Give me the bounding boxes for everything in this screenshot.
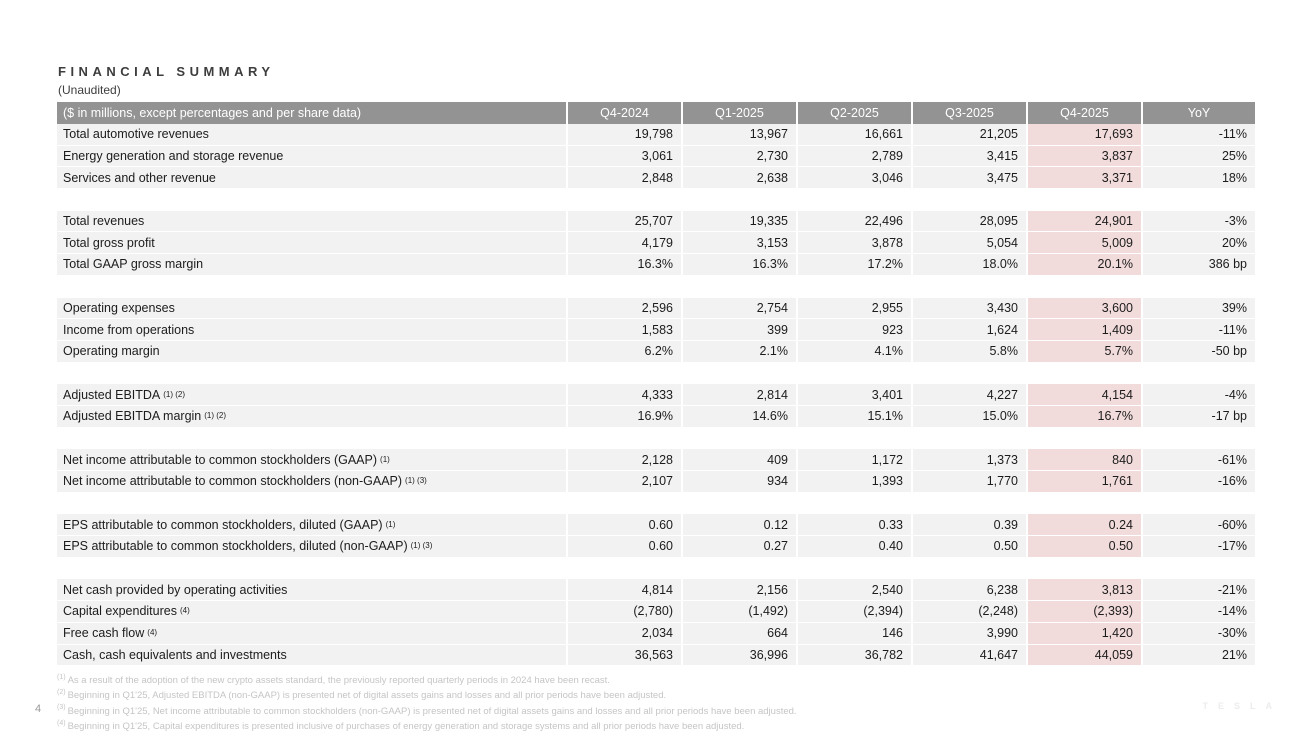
value-cell: 3,046 [796,167,911,189]
footnote-marker: (1) [57,673,66,681]
footnote-text: Beginning in Q1'25, Adjusted EBITDA (non-GAAP) is presented net of digital assets gains and losses and all prior periods have been adjusted. [67,690,667,702]
value-cell: 21,205 [911,124,1026,146]
value-cell: 1,172 [796,449,911,471]
row-label: EPS attributable to common stockholders, diluted (non-GAAP) (1) (3) [57,536,566,558]
yoy-cell: 386 bp [1141,254,1255,276]
row-label: Adjusted EBITDA margin (1) (2) [57,406,566,428]
yoy-cell: -16% [1141,471,1255,493]
value-cell: 0.50 [911,536,1026,558]
value-cell: 2,128 [566,449,681,471]
value-cell: 3,600 [1026,298,1141,320]
value-cell: 3,990 [911,623,1026,645]
table-row [57,645,1255,667]
table-row [57,623,1255,645]
financial-table [57,102,1255,666]
value-cell: 22,496 [796,211,911,233]
value-cell: 934 [681,471,796,493]
column-header-yoy: YoY [1141,102,1255,124]
value-cell: 146 [796,623,911,645]
value-cell: 1,409 [1026,319,1141,341]
value-cell: 18.0% [911,254,1026,276]
value-cell: 1,624 [911,319,1026,341]
row-label: Operating expenses [57,298,566,320]
footnote-marker: (3) [57,704,66,712]
value-cell: 24,901 [1026,211,1141,233]
value-cell: 409 [681,449,796,471]
row-label: Net income attributable to common stockholders (GAAP) (1) [57,449,566,471]
value-cell: 20.1% [1026,254,1141,276]
table-row [57,319,1255,341]
value-cell: 3,878 [796,232,911,254]
group-spacer [57,493,1255,515]
footnote-2 [57,688,1157,703]
group-spacer [57,276,1255,298]
value-cell: 16.3% [566,254,681,276]
value-cell: 1,420 [1026,623,1141,645]
value-cell: 19,335 [681,211,796,233]
value-cell: 3,813 [1026,579,1141,601]
row-label: Total automotive revenues [57,124,566,146]
value-cell: (2,248) [911,601,1026,623]
value-cell: 16.7% [1026,406,1141,428]
value-cell: 0.24 [1026,514,1141,536]
value-cell: 923 [796,319,911,341]
value-cell: 36,782 [796,645,911,667]
value-cell: 3,430 [911,298,1026,320]
group-spacer [57,189,1255,211]
value-cell: 4.1% [796,341,911,363]
yoy-cell: -60% [1141,514,1255,536]
yoy-cell: 18% [1141,167,1255,189]
value-cell: 1,393 [796,471,911,493]
value-cell: 3,415 [911,146,1026,168]
value-cell: 16.3% [681,254,796,276]
value-cell: (2,780) [566,601,681,623]
column-header-q4-2024: Q4-2024 [566,102,681,124]
value-cell: 17,693 [1026,124,1141,146]
page-title: FINANCIAL SUMMARY [58,64,275,79]
value-cell: 4,814 [566,579,681,601]
value-cell: 25,707 [566,211,681,233]
value-cell: 3,061 [566,146,681,168]
footnote-text: As a result of the adoption of the new crypto assets standard, the previously reported quarterly periods in 2024 have been recast. [67,675,610,686]
footnotes [57,673,1157,734]
value-cell: 0.50 [1026,536,1141,558]
value-cell: 2,955 [796,298,911,320]
value-cell: 14.6% [681,406,796,428]
value-cell: 1,761 [1026,471,1141,493]
column-header-q4-2025: Q4-2025 [1026,102,1141,124]
yoy-cell: -17 bp [1141,406,1255,428]
value-cell: 0.33 [796,514,911,536]
row-label: Net cash provided by operating activities [57,579,566,601]
value-cell: (1,492) [681,601,796,623]
yoy-cell: 25% [1141,146,1255,168]
yoy-cell: -14% [1141,601,1255,623]
row-label: Operating margin [57,341,566,363]
row-label: Free cash flow (4) [57,623,566,645]
value-cell: 15.1% [796,406,911,428]
yoy-cell: -61% [1141,449,1255,471]
value-cell: 2,848 [566,167,681,189]
value-cell: 2,596 [566,298,681,320]
value-cell: 6,238 [911,579,1026,601]
yoy-cell: 39% [1141,298,1255,320]
yoy-cell: -3% [1141,211,1255,233]
column-header-q2-2025: Q2-2025 [796,102,911,124]
table-row [57,124,1255,146]
table-row [57,601,1255,623]
value-cell: 1,770 [911,471,1026,493]
row-label: Energy generation and storage revenue [57,146,566,168]
value-cell: 0.60 [566,514,681,536]
table-row [57,254,1255,276]
value-cell: 2,814 [681,384,796,406]
value-cell: 19,798 [566,124,681,146]
table-row [57,211,1255,233]
value-cell: 4,333 [566,384,681,406]
yoy-cell: -4% [1141,384,1255,406]
value-cell: (2,393) [1026,601,1141,623]
row-label: Capital expenditures (4) [57,601,566,623]
group-spacer [57,428,1255,450]
table-row [57,449,1255,471]
value-cell: 0.60 [566,536,681,558]
value-cell: 13,967 [681,124,796,146]
row-label: Total gross profit [57,232,566,254]
value-cell: 0.40 [796,536,911,558]
footnote-3 [57,704,1157,719]
yoy-cell: -30% [1141,623,1255,645]
value-cell: 5,009 [1026,232,1141,254]
yoy-cell: -50 bp [1141,341,1255,363]
table-row [57,536,1255,558]
value-cell: 5.7% [1026,341,1141,363]
yoy-cell: 20% [1141,232,1255,254]
table-row [57,384,1255,406]
group-spacer [57,363,1255,385]
row-label: Income from operations [57,319,566,341]
value-cell: 1,373 [911,449,1026,471]
yoy-cell: 21% [1141,645,1255,667]
table-row [57,579,1255,601]
value-cell: 17.2% [796,254,911,276]
row-label: Total GAAP gross margin [57,254,566,276]
value-cell: 4,227 [911,384,1026,406]
yoy-cell: -21% [1141,579,1255,601]
value-cell: 3,153 [681,232,796,254]
table-row [57,298,1255,320]
value-cell: 36,563 [566,645,681,667]
value-cell: 3,371 [1026,167,1141,189]
footnote-marker: (4) [57,719,66,727]
value-cell: 1,583 [566,319,681,341]
table-row [57,146,1255,168]
value-cell: 2,789 [796,146,911,168]
table-header-label: ($ in millions, except percentages and per share data) [57,102,566,124]
value-cell: 41,647 [911,645,1026,667]
value-cell: 15.0% [911,406,1026,428]
value-cell: 2,156 [681,579,796,601]
row-label: Cash, cash equivalents and investments [57,645,566,667]
column-header-q1-2025: Q1-2025 [681,102,796,124]
row-label: Net income attributable to common stockholders (non-GAAP) (1) (3) [57,471,566,493]
yoy-cell: -17% [1141,536,1255,558]
value-cell: 28,095 [911,211,1026,233]
footnote-text: Beginning in Q1'25, Capital expenditures is presented inclusive of purchases of energy generation and storage systems and all prior periods have been adjusted. [67,720,745,732]
yoy-cell: -11% [1141,319,1255,341]
value-cell: 5,054 [911,232,1026,254]
row-label: EPS attributable to common stockholders, diluted (GAAP) (1) [57,514,566,536]
value-cell: 2,638 [681,167,796,189]
page-subtitle: (Unaudited) [58,83,121,97]
row-label: Total revenues [57,211,566,233]
table-row [57,167,1255,189]
value-cell: 664 [681,623,796,645]
value-cell: 0.39 [911,514,1026,536]
value-cell: 399 [681,319,796,341]
value-cell: 0.27 [681,536,796,558]
value-cell: 16.9% [566,406,681,428]
tesla-wordmark: TESLA [1202,701,1282,711]
footnote-4 [57,719,1157,734]
table-row [57,514,1255,536]
group-spacer [57,558,1255,580]
value-cell: 2,730 [681,146,796,168]
footnote-1 [57,673,1157,688]
value-cell: 6.2% [566,341,681,363]
value-cell: 2,034 [566,623,681,645]
value-cell: 3,837 [1026,146,1141,168]
value-cell: 0.12 [681,514,796,536]
page-number: 4 [35,703,42,715]
value-cell: 2,540 [796,579,911,601]
value-cell: 4,154 [1026,384,1141,406]
row-label: Adjusted EBITDA (1) (2) [57,384,566,406]
table-row [57,471,1255,493]
value-cell: 2,754 [681,298,796,320]
value-cell: 2.1% [681,341,796,363]
financial-table-body [57,124,1255,666]
value-cell: 3,401 [796,384,911,406]
table-row [57,232,1255,254]
value-cell: 3,475 [911,167,1026,189]
value-cell: 840 [1026,449,1141,471]
value-cell: 36,996 [681,645,796,667]
table-header-row [57,102,1255,124]
value-cell: (2,394) [796,601,911,623]
column-header-q3-2025: Q3-2025 [911,102,1026,124]
table-row [57,406,1255,428]
yoy-cell: -11% [1141,124,1255,146]
value-cell: 2,107 [566,471,681,493]
table-row [57,341,1255,363]
row-label: Services and other revenue [57,167,566,189]
value-cell: 44,059 [1026,645,1141,667]
footnote-marker: (2) [57,689,66,697]
value-cell: 4,179 [566,232,681,254]
value-cell: 5.8% [911,341,1026,363]
value-cell: 16,661 [796,124,911,146]
footnote-text: Beginning in Q1'25, Net income attributable to common stockholders (non-GAAP) is presented net of digital assets gains and losses and all prior periods have been adjusted. [67,705,797,717]
